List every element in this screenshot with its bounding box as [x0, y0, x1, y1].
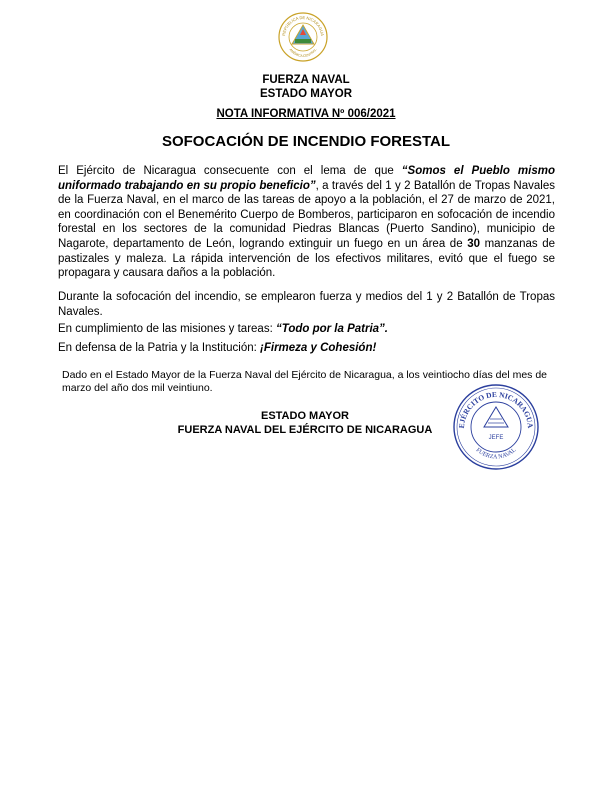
- signature-line-1: ESTADO MAYOR: [260, 410, 349, 422]
- svg-text:AMÉRICA CENTRAL: [289, 48, 318, 58]
- stamp-ring-top: EJÉRCITO DE NICARAGUA: [456, 389, 536, 429]
- header-line-2: ESTADO MAYOR: [259, 88, 352, 100]
- page-title: SOFOCACIÓN DE INCENDIO FORESTAL: [161, 133, 451, 150]
- p3-text-a: En cumplimiento de las misiones y tareas:: [58, 323, 276, 335]
- stamp-center-label: JEFE: [488, 435, 504, 441]
- seal-top-ring-top: REPÚBLICA DE NICARAGUA: [281, 14, 325, 37]
- p1-number: 30: [467, 237, 480, 250]
- seal-top-ring-bottom: AMÉRICA CENTRAL: [288, 47, 318, 59]
- p1-motto: “Somos el Pueblo mismo uniformado trabajando en su propio beneficio”: [58, 165, 555, 192]
- p4-text-a: En defensa de la Patria y la Institución:: [58, 342, 261, 354]
- paragraph-1: [58, 164, 555, 281]
- p1-text-b: , a través del 1 y 2 Batallón de Tropas Navales de la Fuerza Naval, en el marco de las tareas de apoyo a la población, el 27 de marzo de 2021, en coordinación con el Benemérito Cuerpo de Bomberos, participaron en sofocación de incendio forestal en los sectores de la comunidad Piedras Blancas (Puerto Sandino), municipio de Nagarote, departamento de León, logrando extinguir un fuego en un área de: [58, 179, 555, 250]
- p1-text-c: manzanas de pastizales y maleza. La rápida intervención de los efectivos militares, evitó que el fuego se propagara y causara daños a la población.: [58, 237, 555, 280]
- paragraph-3: [58, 322, 555, 337]
- nota-informativa: NOTA INFORMATIVA Nº 006/2021: [216, 108, 396, 120]
- p4-motto: ¡Firmeza y Cohesión!: [260, 342, 377, 354]
- p1-text-a: El Ejército de Nicaragua consecuente con el lema de que: [58, 165, 402, 177]
- coat-of-arms-icon: [277, 11, 329, 63]
- stamp-ring-bottom: FUERZA NAVAL: [474, 447, 518, 461]
- signature-line-2: FUERZA NAVAL DEL EJÉRCITO DE NICARAGUA: [177, 424, 433, 436]
- header-line-1: FUERZA NAVAL: [262, 74, 350, 86]
- p3-motto: “Todo por la Patria”.: [275, 323, 388, 335]
- official-stamp-icon: [452, 383, 540, 471]
- paragraph-2: Durante la sofocación del incendio, se emplearon fuerza y medios del 1 y 2 Batallón de Tropas Navales.: [58, 291, 555, 318]
- svg-text:FUERZA NAVAL: [475, 447, 518, 460]
- dado-statement: Dado en el Estado Mayor de la Fuerza Naval del Ejército de Nicaragua, a los veintiocho días del mes de marzo del año dos mil veintiuno.: [62, 369, 548, 394]
- paragraph-4: [58, 341, 555, 356]
